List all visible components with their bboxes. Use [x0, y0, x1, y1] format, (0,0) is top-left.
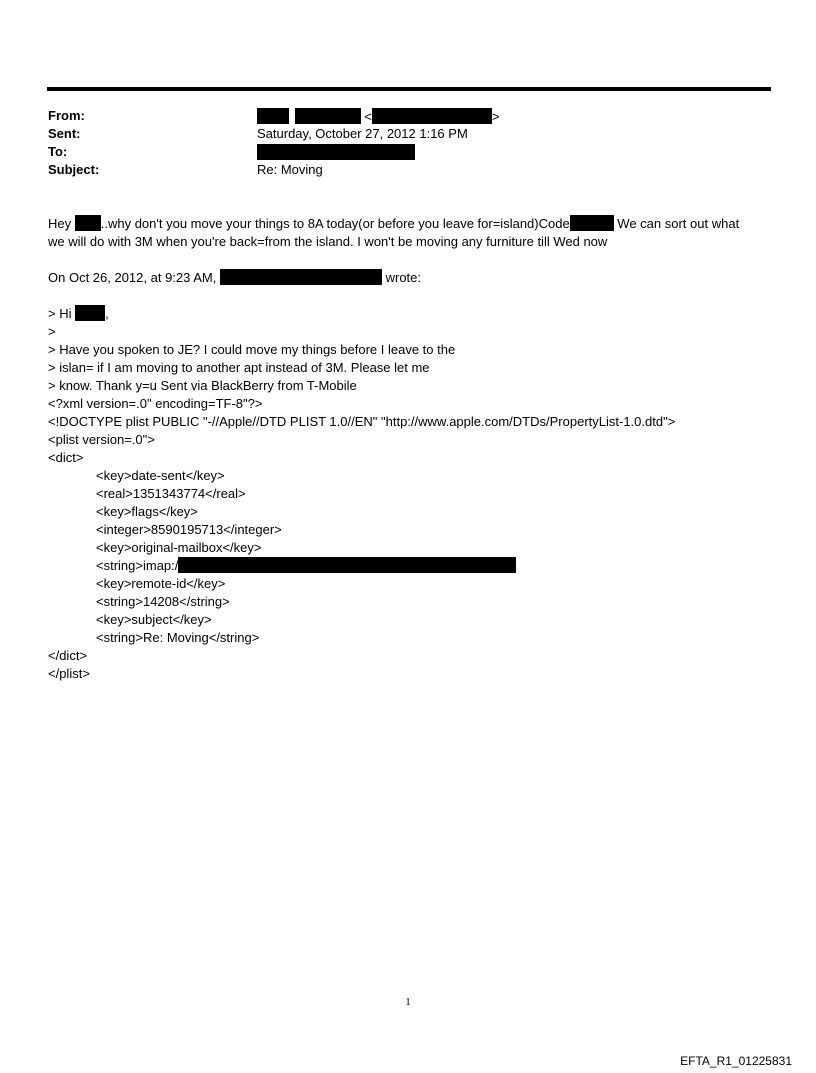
plist-value: <real>1351343774</real>: [96, 486, 246, 501]
from-close-bracket: >: [491, 109, 500, 124]
page-number: 1: [405, 996, 411, 1008]
quoted-text: > Hi: [48, 306, 76, 321]
quoted-line-2: > islan= if I am moving to another apt instead of 3M. Please let me: [48, 360, 430, 375]
plist-open: <plist version=.0">: [48, 432, 155, 447]
plist-close: </plist>: [48, 666, 90, 681]
to-value: [257, 144, 415, 161]
plist-key: <key>subject</key>: [96, 612, 212, 627]
redaction-box: [372, 108, 492, 124]
plist-value: <string>Re: Moving</string>: [96, 630, 260, 645]
doctype-line: <!DOCTYPE plist PUBLIC "-//Apple//DTD PLIST 1.0//EN" "http://www.apple.com/DTDs/PropertyList-1.0.dtd">: [48, 414, 676, 429]
redaction-box: [75, 215, 101, 231]
quoted-line-3: > know. Thank y=u Sent via BlackBerry from T-Mobile: [48, 378, 357, 393]
redaction-box: [570, 215, 614, 231]
wrote-text: On Oct 26, 2012, at 9:23 AM,: [48, 270, 220, 285]
sent-label: Sent:: [48, 126, 81, 141]
quoted-text: ,: [105, 306, 109, 321]
dict-open: <dict>: [48, 450, 84, 465]
header-rule: [47, 87, 771, 91]
redaction-box: [295, 108, 361, 124]
plist-key: <key>date-sent</key>: [96, 468, 225, 483]
message-text: Hey: [48, 216, 75, 231]
subject-value: Re: Moving: [257, 162, 323, 177]
wrote-text: wrote:: [382, 270, 422, 285]
document-id: EFTA_R1_01225831: [680, 1054, 792, 1068]
plist-value: [96, 557, 516, 575]
quoted-blank: >: [48, 324, 56, 339]
wrote-line: [48, 269, 421, 287]
plist-text: <string>imap:/: [96, 558, 179, 573]
message-line-2: we will do with 3M when you're back=from the island. I won't be moving any furniture till Wed now: [48, 234, 608, 249]
message-text: ..why don't you move your things to 8A today(or before you leave for=island)Code: [100, 216, 570, 231]
plist-value: <string>14208</string>: [96, 594, 230, 609]
plist-key: <key>original-mailbox</key>: [96, 540, 262, 555]
quoted-line-1: > Have you spoken to JE? I could move my things before I leave to the: [48, 342, 456, 357]
from-open-bracket: <: [364, 109, 372, 124]
to-label: To:: [48, 144, 68, 159]
plist-value: <integer>8590195713</integer>: [96, 522, 282, 537]
redaction-box: [75, 305, 105, 321]
redaction-box: [220, 269, 382, 285]
message-line-1: [48, 215, 739, 233]
from-label: From:: [48, 108, 85, 123]
plist-key: <key>remote-id</key>: [96, 576, 226, 591]
redaction-box: [257, 144, 415, 160]
subject-label: Subject:: [48, 162, 100, 177]
plist-key: <key>flags</key>: [96, 504, 198, 519]
sent-value: Saturday, October 27, 2012 1:16 PM: [257, 126, 468, 141]
quoted-hi: [48, 305, 109, 323]
message-text: We can sort out what: [613, 216, 740, 231]
from-value: [257, 108, 499, 125]
xml-declaration: <?xml version=.0" encoding=TF-8"?>: [48, 396, 263, 411]
dict-close: </dict>: [48, 648, 88, 663]
redaction-box: [178, 557, 516, 573]
redaction-box: [257, 108, 289, 124]
